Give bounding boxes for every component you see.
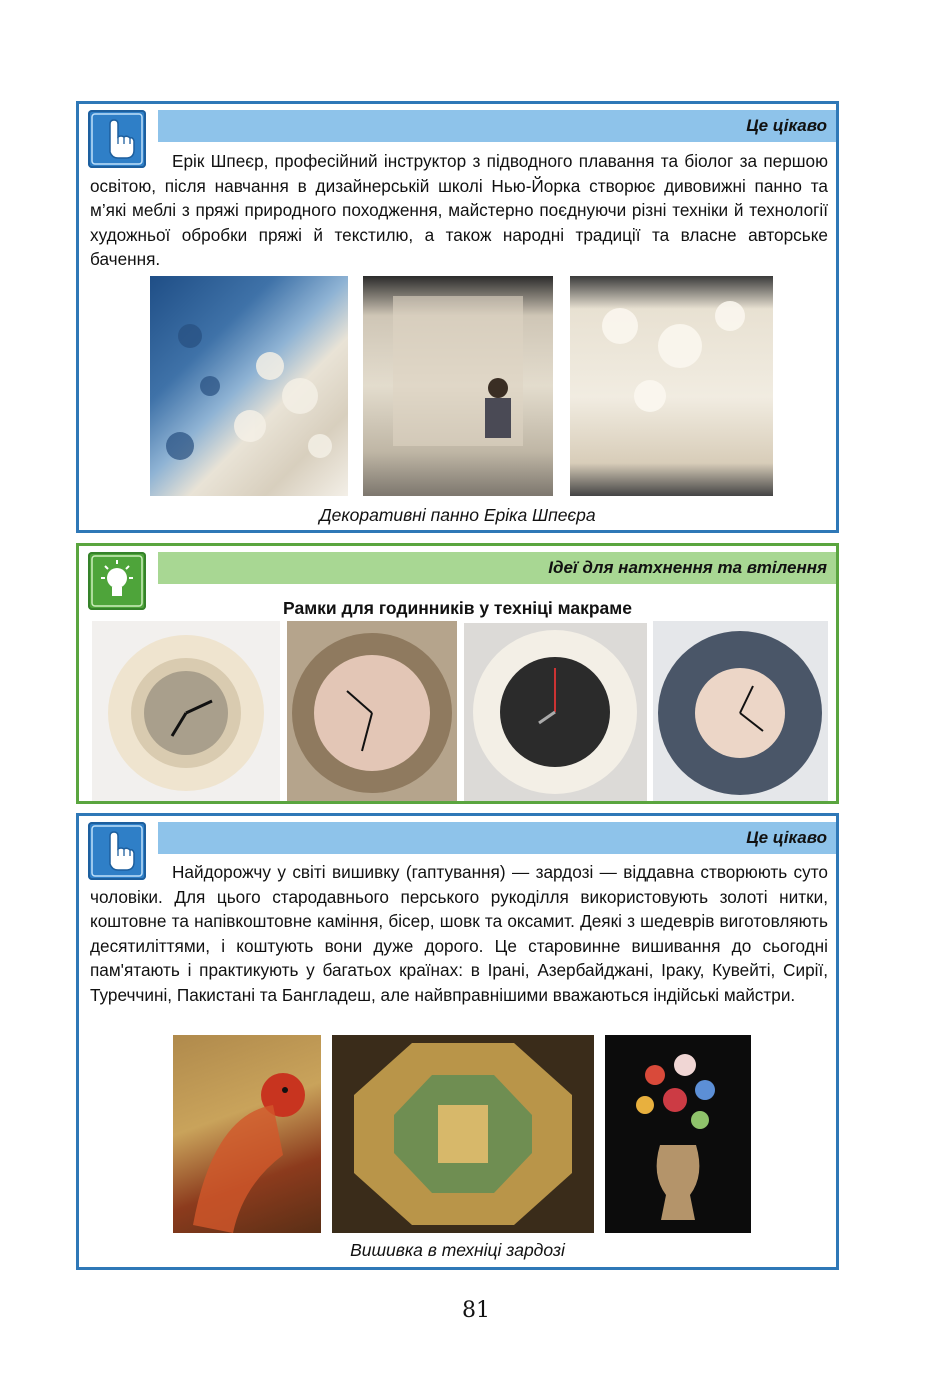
clock-image-4 — [653, 621, 828, 801]
box-paragraph: Ерік Шпеєр, професійний інструктор з підводного плавання та біолог за першою освітою, після навчання в дизайнерській школі Нью-Йорка створює дивовижні панно та м’які меблі з пряжі природного походження, майстерно поєднуючи різні техніки й технології художньої обробки пряжі й текстилю, а також народні традиції та власне авторське бачення. — [90, 151, 828, 270]
panel-image-blue-white — [150, 276, 348, 496]
images-caption: Декоративні панно Еріка Шпеєра — [319, 505, 596, 525]
box-header — [158, 552, 836, 584]
zardozi-rooster-image — [173, 1035, 321, 1233]
clock-image-2 — [287, 621, 457, 801]
inspiration-box — [76, 543, 839, 804]
zardozi-flower-vase-image — [605, 1035, 751, 1233]
box-header-title: Це цікаво — [746, 828, 827, 847]
info-box-interesting-1 — [76, 101, 839, 533]
page-number: 81 — [462, 1298, 490, 1323]
box-header-title: Ідеї для натхнення та втілення — [548, 558, 827, 577]
info-box-interesting-2 — [76, 813, 839, 1270]
box-header-title: Це цікаво — [746, 116, 827, 135]
box-paragraph: Найдорожчу у світі вишивку (гаптування) — зардозі — віддавна створюють суто чоловіки. Для цього стародавнього перського рукоділля використовують золоті нитки, коштовне та напівкоштовне каміння, бісер, шовк та оксамит. Деякі з шедеврів виготовляють десятиліттями, і коштують вони дуже дорого. Це старовинне вишивання до сьогодні пам'ятають і практикують у багатьох країнах: в Ірані, Азербайджані, Іраку, Кувейті, Сирії, Туреччині, Пакистані та Бангладеш, але найвправнішими вважаються індійські майстри. — [90, 862, 828, 1005]
images-caption: Вишивка в техніці зардозі — [350, 1240, 565, 1260]
zardozi-octagon-image — [332, 1035, 594, 1233]
panel-image-artist — [363, 276, 553, 496]
clock-image-1 — [92, 621, 280, 801]
inspiration-subtitle: Рамки для годинників у техніці макраме — [283, 598, 632, 618]
box-header — [158, 110, 836, 142]
panel-image-cream — [570, 276, 773, 496]
clock-image-3 — [464, 623, 647, 801]
box-header — [158, 822, 836, 854]
